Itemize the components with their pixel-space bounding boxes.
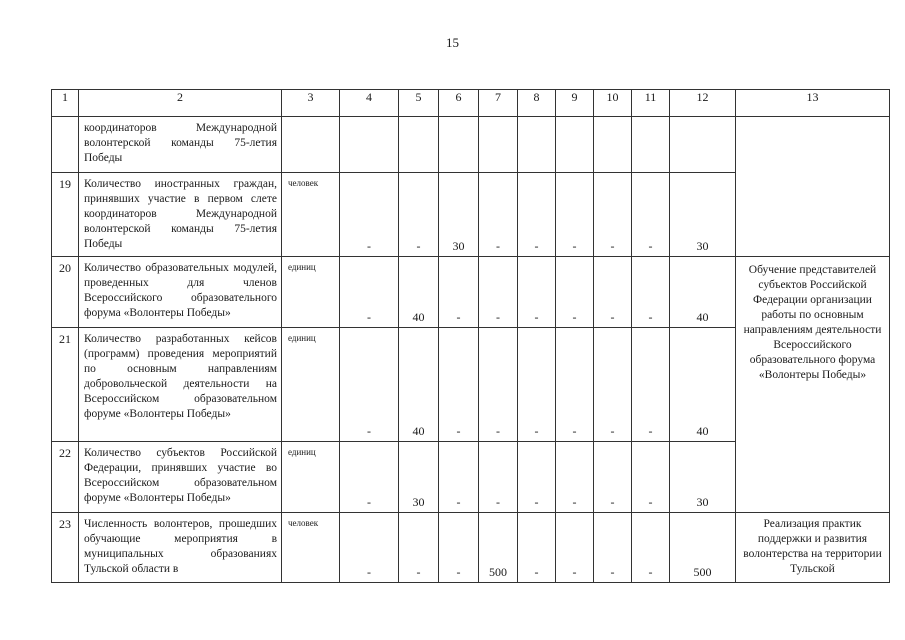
row-note-empty (736, 117, 890, 257)
row-number: 22 (52, 442, 79, 513)
row-description: Количество образовательных модулей, проведенных для членов Всероссийского образовательного форума «Волонтеры Победы» (79, 257, 282, 328)
row-value: - (594, 513, 632, 583)
row-number: 21 (52, 328, 79, 442)
page-number: 15 (446, 35, 459, 50)
row-number (52, 117, 79, 173)
row-value (340, 117, 399, 173)
row-unit: человек (282, 173, 340, 257)
row-value: - (518, 442, 556, 513)
row-value (632, 117, 670, 173)
row-value: - (479, 442, 518, 513)
row-value: 500 (670, 513, 736, 583)
row-value: - (439, 328, 479, 442)
column-header: 10 (594, 90, 632, 117)
table-row (52, 117, 890, 173)
row-value (556, 117, 594, 173)
row-value: - (399, 173, 439, 257)
row-value: 40 (399, 257, 439, 328)
row-value: - (479, 257, 518, 328)
row-value: - (556, 173, 594, 257)
row-value: - (518, 257, 556, 328)
row-value: 30 (439, 173, 479, 257)
row-number: 23 (52, 513, 79, 583)
row-value: - (340, 257, 399, 328)
row-value (399, 117, 439, 173)
row-note-practices: Реализация практик поддержки и развития волонтерства на территории Тульской (736, 513, 890, 583)
row-value: - (632, 442, 670, 513)
row-value: - (556, 442, 594, 513)
row-value: - (556, 328, 594, 442)
row-value: - (518, 513, 556, 583)
table-row (52, 513, 890, 583)
row-value: 30 (670, 173, 736, 257)
column-header: 5 (399, 90, 439, 117)
column-header: 1 (52, 90, 79, 117)
row-number: 20 (52, 257, 79, 328)
row-value: - (399, 513, 439, 583)
column-header: 7 (479, 90, 518, 117)
row-value: - (479, 328, 518, 442)
row-value: - (632, 257, 670, 328)
row-description: Количество разработанных кейсов (программ) проведения мероприятий по основным направлениям добровольческой деятельности на Всероссийском образовательном форуме «Волонтеры Победы» (79, 328, 282, 442)
row-value: - (632, 173, 670, 257)
row-value: - (340, 173, 399, 257)
column-header: 2 (79, 90, 282, 117)
row-unit: единиц (282, 257, 340, 328)
column-header: 6 (439, 90, 479, 117)
column-header: 4 (340, 90, 399, 117)
row-description: Количество иностранных граждан, принявших участие в первом слете координаторов Международной волонтерской команды 75-летия Победы (79, 173, 282, 257)
row-value: - (594, 328, 632, 442)
row-value: - (479, 173, 518, 257)
row-value (479, 117, 518, 173)
row-value: - (594, 173, 632, 257)
column-header: 13 (736, 90, 890, 117)
table-row (52, 257, 890, 328)
row-value: - (594, 257, 632, 328)
row-value: - (439, 257, 479, 328)
row-unit: человек (282, 513, 340, 583)
row-description: координаторов Международной волонтерской команды 75-летия Победы (79, 117, 282, 173)
row-value: - (340, 442, 399, 513)
column-header: 3 (282, 90, 340, 117)
row-value (439, 117, 479, 173)
column-header: 9 (556, 90, 594, 117)
row-value: 40 (670, 257, 736, 328)
row-value: - (556, 513, 594, 583)
column-header-row (52, 90, 890, 117)
row-value: 40 (670, 328, 736, 442)
row-value: 30 (399, 442, 439, 513)
row-note-training: Обучение представителей субъектов Российской Федерации организации работы по основным направлениям деятельности Всероссийского образовательного форума «Волонтеры Победы» (736, 257, 890, 513)
column-header: 12 (670, 90, 736, 117)
row-value: - (518, 328, 556, 442)
row-unit (282, 117, 340, 173)
row-value: - (439, 513, 479, 583)
row-value: - (340, 513, 399, 583)
row-value: 30 (670, 442, 736, 513)
row-number: 19 (52, 173, 79, 257)
row-value (518, 117, 556, 173)
row-description: Численность волонтеров, прошедших обучающие мероприятия в муниципальных образованиях Тульской области в (79, 513, 282, 583)
row-value: - (632, 513, 670, 583)
row-value: - (594, 442, 632, 513)
row-value: - (632, 328, 670, 442)
row-value: 40 (399, 328, 439, 442)
row-value: - (340, 328, 399, 442)
row-value (594, 117, 632, 173)
row-value: - (439, 442, 479, 513)
indicators-table (51, 89, 890, 583)
row-unit: единиц (282, 442, 340, 513)
row-value (670, 117, 736, 173)
column-header: 11 (632, 90, 670, 117)
column-header: 8 (518, 90, 556, 117)
row-value: 500 (479, 513, 518, 583)
row-description: Количество субъектов Российской Федерации, принявших участие во Всероссийском образовательном форуме «Волонтеры Победы» (79, 442, 282, 513)
row-value: - (556, 257, 594, 328)
row-unit: единиц (282, 328, 340, 442)
row-value: - (518, 173, 556, 257)
